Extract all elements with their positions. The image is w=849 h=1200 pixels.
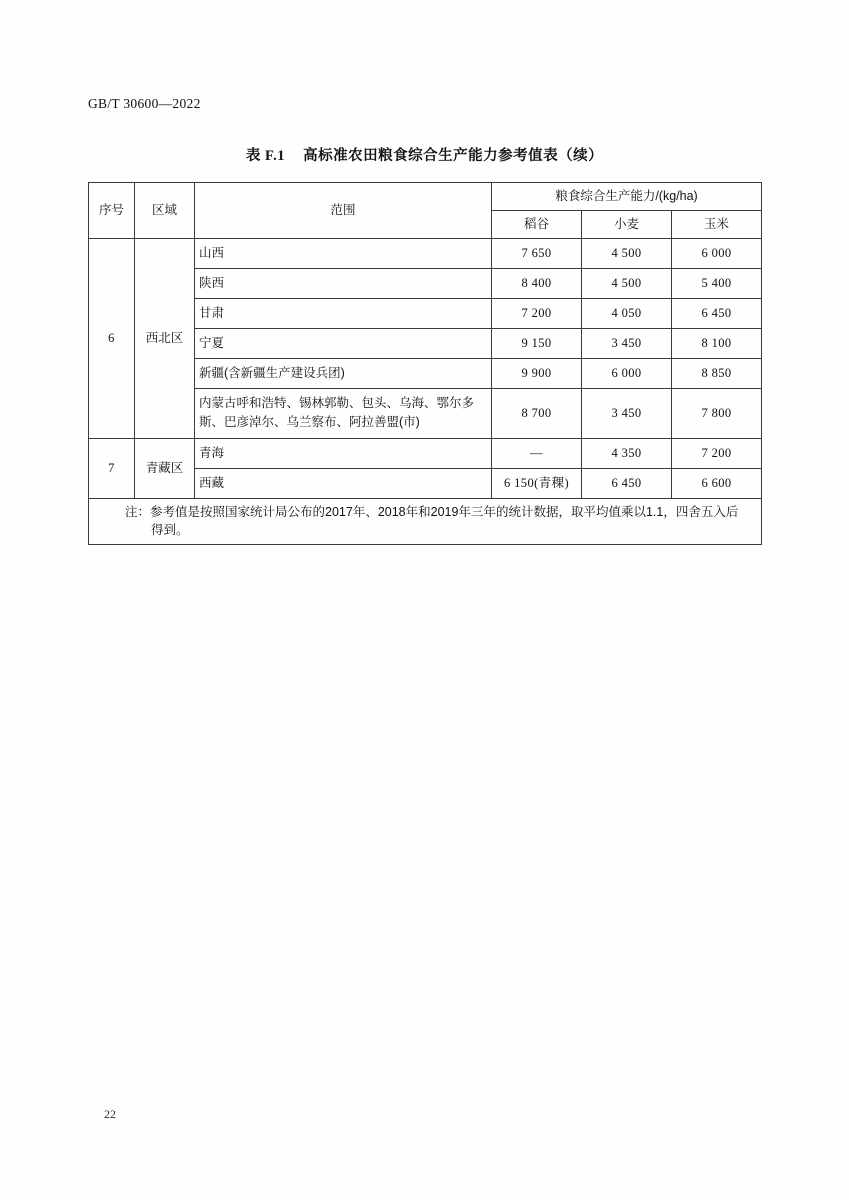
row-corn: 6 000 xyxy=(672,238,762,268)
table-body xyxy=(89,238,762,545)
production-capacity-table xyxy=(88,182,762,545)
note-label: 注： xyxy=(125,504,151,519)
row-wheat: 4 050 xyxy=(582,298,672,328)
table-note xyxy=(89,498,762,545)
row-region: 西北区 xyxy=(135,238,195,438)
row-scope: 甘肃 xyxy=(195,298,492,328)
page-number: 22 xyxy=(104,1107,116,1121)
header-seq: 序号 xyxy=(89,183,135,239)
table-caption-text: 高标准农田粮食综合生产能力参考值表（续） xyxy=(303,148,604,164)
note-line-2: 得到。 xyxy=(151,523,189,538)
table-caption xyxy=(0,144,849,165)
row-scope: 宁夏 xyxy=(195,328,492,358)
row-rice: 8 400 xyxy=(492,268,582,298)
row-wheat: 4 350 xyxy=(582,438,672,468)
row-corn: 8 100 xyxy=(672,328,762,358)
row-scope: 内蒙古呼和浩特、锡林郭勒、包头、乌海、鄂尔多斯、巴彦淖尔、乌兰察布、阿拉善盟(市) xyxy=(195,388,492,438)
row-rice: 7 650 xyxy=(492,238,582,268)
row-seq: 6 xyxy=(89,238,135,438)
row-rice: 9 900 xyxy=(492,358,582,388)
row-rice: 8 700 xyxy=(492,388,582,438)
table-container xyxy=(88,182,761,545)
row-scope: 青海 xyxy=(195,438,492,468)
header-region: 区域 xyxy=(135,183,195,239)
header-wheat: 小麦 xyxy=(582,210,672,238)
row-rice: 6 150(青稞) xyxy=(492,468,582,498)
row-scope: 陕西 xyxy=(195,268,492,298)
row-corn: 6 600 xyxy=(672,468,762,498)
table-note-row xyxy=(89,498,762,545)
row-corn: 7 800 xyxy=(672,388,762,438)
row-seq: 7 xyxy=(89,438,135,498)
table-header-row-1 xyxy=(89,183,762,211)
header-corn: 玉米 xyxy=(672,210,762,238)
row-scope: 西藏 xyxy=(195,468,492,498)
row-corn: 5 400 xyxy=(672,268,762,298)
row-rice: 9 150 xyxy=(492,328,582,358)
row-region: 青藏区 xyxy=(135,438,195,498)
row-wheat: 3 450 xyxy=(582,388,672,438)
table-header xyxy=(89,183,762,239)
row-wheat: 3 450 xyxy=(582,328,672,358)
table-caption-number: 表 F.1 xyxy=(245,148,285,164)
row-rice: — xyxy=(492,438,582,468)
table-row xyxy=(89,438,762,468)
row-rice: 7 200 xyxy=(492,298,582,328)
row-scope: 山西 xyxy=(195,238,492,268)
row-scope: 新疆(含新疆生产建设兵团) xyxy=(195,358,492,388)
row-corn: 8 850 xyxy=(672,358,762,388)
note-line-1: 参考值是按照国家统计局公布的2017年、2018年和2019年三年的统计数据，取平均值乘以1.1，四舍五入后 xyxy=(150,504,739,519)
table-row xyxy=(89,238,762,268)
row-wheat: 4 500 xyxy=(582,238,672,268)
row-wheat: 4 500 xyxy=(582,268,672,298)
header-rice: 稻谷 xyxy=(492,210,582,238)
row-wheat: 6 000 xyxy=(582,358,672,388)
row-wheat: 6 450 xyxy=(582,468,672,498)
standard-code: GB/T 30600—2022 xyxy=(88,96,201,111)
header-scope: 范围 xyxy=(195,183,492,239)
row-corn: 6 450 xyxy=(672,298,762,328)
row-corn: 7 200 xyxy=(672,438,762,468)
header-capacity-group: 粮食综合生产能力/(kg/ha) xyxy=(492,183,762,211)
